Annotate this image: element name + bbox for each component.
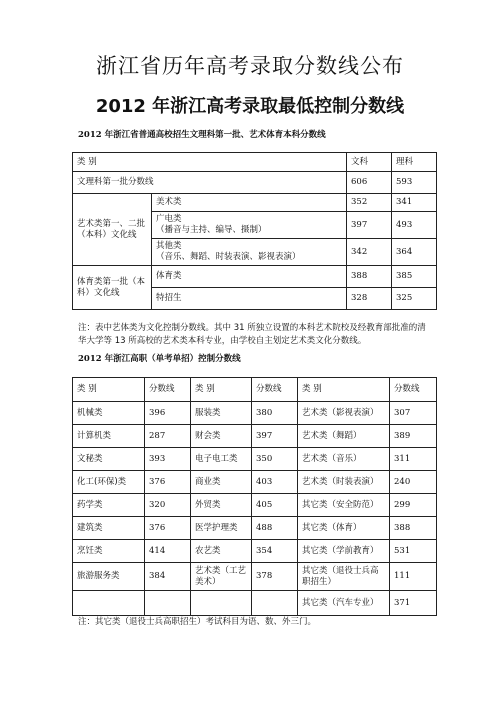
table-row <box>73 172 437 194</box>
category-cell <box>73 591 145 616</box>
table-header-row <box>73 153 437 172</box>
row-label <box>152 239 347 266</box>
category-cell: 机械类 <box>73 402 145 425</box>
score-cell: 371 <box>390 591 437 616</box>
category-cell: 艺术类（影视表演） <box>298 402 390 425</box>
category-cell: 艺术类（舞蹈） <box>298 425 390 448</box>
vocational-score-table <box>72 377 437 616</box>
category-cell: 艺术类（音乐） <box>298 448 390 471</box>
category-cell: 医学护理类 <box>191 517 252 540</box>
header-score: 分数线 <box>390 378 437 402</box>
score-cell: 397 <box>252 425 298 448</box>
table-row <box>73 591 437 616</box>
score-cell: 380 <box>252 402 298 425</box>
category-cell: 财会类 <box>191 425 252 448</box>
header-category: 类 别 <box>191 378 252 402</box>
score-cell: 414 <box>145 540 191 563</box>
group-label: 体育类第一批（本科）文化线 <box>73 266 152 310</box>
category-cell: 药学类 <box>73 494 145 517</box>
year-title: 2012 年浙江高考录取最低控制分数线 <box>95 96 405 117</box>
category-cell: 建筑类 <box>73 517 145 540</box>
category-cell: 文秘类 <box>73 448 145 471</box>
row-label-line: （音乐、舞蹈、时装表演、影视表演） <box>156 252 301 262</box>
score-cell: 311 <box>390 448 437 471</box>
category-cell: 化工(环保)类 <box>73 471 145 494</box>
score-cell: 307 <box>390 402 437 425</box>
score-cell: 354 <box>252 540 298 563</box>
score-cell: 376 <box>145 517 191 540</box>
row-label: 特招生 <box>152 288 347 310</box>
score-cell: 606 <box>347 172 392 194</box>
score-cell: 593 <box>392 172 437 194</box>
score-cell: 388 <box>390 517 437 540</box>
undergrad-score-table <box>72 152 437 310</box>
section1-subtitle: 2012 年浙江省普通高校招生文理科第一批、艺术体育本科分数线 <box>78 130 326 140</box>
table-row <box>73 425 437 448</box>
table-row <box>73 266 437 288</box>
category-cell: 服装类 <box>191 402 252 425</box>
category-cell: 外贸类 <box>191 494 252 517</box>
note-vocational: 注：其它类（退役士兵高职招生）考试科目为语、数、外三门。 <box>78 617 317 627</box>
header-category: 类 别 <box>73 153 347 172</box>
score-cell: 352 <box>347 194 392 212</box>
category-cell: 其它类（安全防范） <box>298 494 390 517</box>
category-cell <box>191 591 252 616</box>
score-cell: 364 <box>392 239 437 266</box>
table-row <box>73 540 437 563</box>
score-cell <box>252 591 298 616</box>
score-cell: 389 <box>390 425 437 448</box>
score-cell: 376 <box>145 471 191 494</box>
header-category: 类 别 <box>73 378 145 402</box>
score-cell: 320 <box>145 494 191 517</box>
header-category: 类 别 <box>298 378 390 402</box>
category-cell: 艺术类（时装表演） <box>298 471 390 494</box>
category-cell: 其它类（体育） <box>298 517 390 540</box>
group-label: 艺术类第一、二批（本科）文化线 <box>73 194 152 266</box>
table-row <box>73 402 437 425</box>
header-score: 分数线 <box>252 378 298 402</box>
score-cell: 385 <box>392 266 437 288</box>
table-row <box>73 471 437 494</box>
category-cell: 旅游服务类 <box>73 563 145 591</box>
category-cell: 电子电工类 <box>191 448 252 471</box>
score-cell: 396 <box>145 402 191 425</box>
header-score: 分数线 <box>145 378 191 402</box>
score-cell: 341 <box>392 194 437 212</box>
table-row <box>73 563 437 591</box>
score-cell: 287 <box>145 425 191 448</box>
table-row <box>73 448 437 471</box>
category-cell: 烹饪类 <box>73 540 145 563</box>
section2-subtitle: 2012 年浙江高职（单考单招）控制分数线 <box>78 354 241 364</box>
category-cell: 艺术类（工艺美术） <box>191 563 252 591</box>
category-cell: 农艺类 <box>191 540 252 563</box>
row-label: 文理科第一批分数线 <box>73 172 347 194</box>
score-cell: 325 <box>392 288 437 310</box>
score-cell: 388 <box>347 266 392 288</box>
row-label <box>152 212 347 239</box>
note-undergrad: 注：表中艺体类为文化控制分数线。其中 31 所独立设置的本科艺术院校及经教育部批准的清华大学等 13 所高校的艺术类本科专业，由学校自主划定艺术类文化分数线。 <box>78 323 426 346</box>
category-cell: 商业类 <box>191 471 252 494</box>
score-cell: 328 <box>347 288 392 310</box>
row-label-line: 广电类 <box>156 214 182 224</box>
score-cell: 397 <box>347 212 392 239</box>
category-cell: 计算机类 <box>73 425 145 448</box>
score-cell <box>145 591 191 616</box>
score-cell: 488 <box>252 517 298 540</box>
score-cell: 493 <box>392 212 437 239</box>
row-label-line: 其他类 <box>156 241 182 251</box>
score-cell: 403 <box>252 471 298 494</box>
score-cell: 350 <box>252 448 298 471</box>
score-cell: 378 <box>252 563 298 591</box>
score-cell: 299 <box>390 494 437 517</box>
table-row <box>73 517 437 540</box>
score-cell: 342 <box>347 239 392 266</box>
score-cell: 111 <box>390 563 437 591</box>
score-cell: 393 <box>145 448 191 471</box>
category-cell: 其它类（退役士兵高职招生） <box>298 563 390 591</box>
category-cell: 其它类（汽车专业） <box>298 591 390 616</box>
main-title: 浙江省历年高考录取分数线公布 <box>96 54 404 78</box>
row-label: 体育类 <box>152 266 347 288</box>
category-cell: 其它类（学前教育） <box>298 540 390 563</box>
table-row <box>73 194 437 212</box>
score-cell: 240 <box>390 471 437 494</box>
table-row <box>73 494 437 517</box>
row-label-line: （播音与主持、编导、摄制） <box>156 225 267 235</box>
table-header-row <box>73 378 437 402</box>
row-label: 美术类 <box>152 194 347 212</box>
score-cell: 405 <box>252 494 298 517</box>
header-wenke: 文科 <box>347 153 392 172</box>
header-like: 理科 <box>392 153 437 172</box>
score-cell: 531 <box>390 540 437 563</box>
score-cell: 384 <box>145 563 191 591</box>
